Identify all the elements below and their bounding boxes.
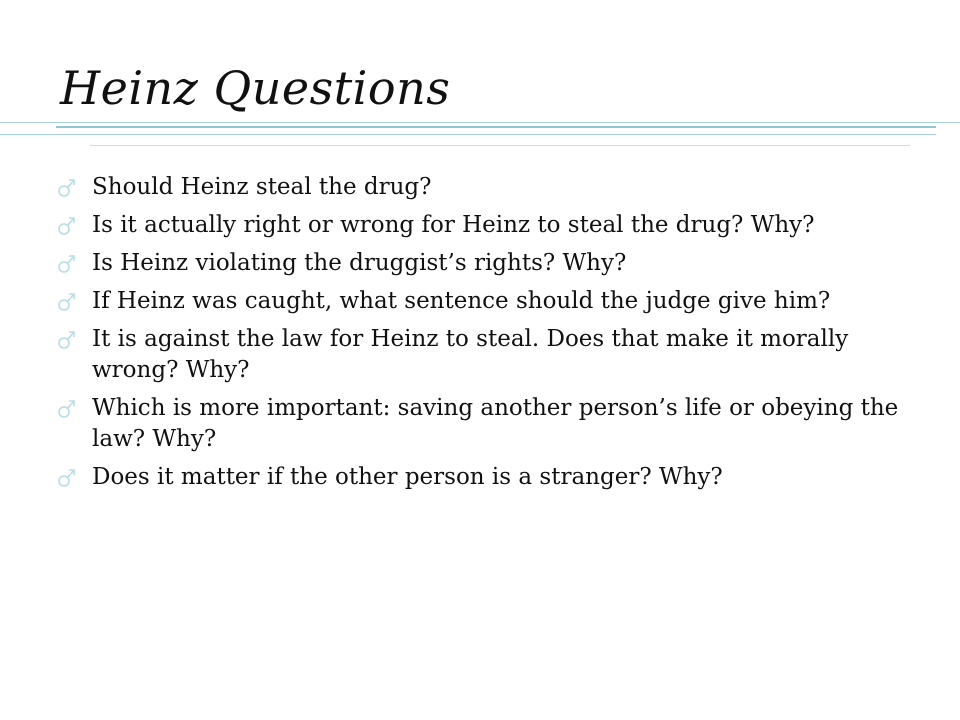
bullet-text: Is it actually right or wrong for Heinz to steal the drug? Why? <box>92 212 815 238</box>
bullet-text: Is Heinz violating the druggist’s rights? Why? <box>92 250 627 276</box>
bullet-item <box>56 172 916 203</box>
bullet-item <box>56 462 916 493</box>
title-divider-line <box>56 126 936 128</box>
male-symbol-icon <box>56 288 80 314</box>
bullet-item <box>56 324 916 386</box>
slide-title: Heinz Questions <box>60 61 451 115</box>
bullet-text: Should Heinz steal the drug? <box>92 174 432 200</box>
bullet-text: It is against the law for Heinz to steal. Does that make it morally wrong? Why? <box>92 326 849 383</box>
bullet-item <box>56 210 916 241</box>
bullet-item <box>56 248 916 279</box>
bullet-text: Does it matter if the other person is a stranger? Why? <box>92 464 723 490</box>
bullet-text: Which is more important: saving another person’s life or obeying the law? Why? <box>92 395 899 452</box>
male-symbol-icon <box>56 212 80 238</box>
male-symbol-icon <box>56 174 80 200</box>
male-symbol-icon <box>56 395 80 421</box>
title-divider-line <box>0 122 960 123</box>
bullet-text: If Heinz was caught, what sentence should the judge give him? <box>92 288 831 314</box>
bullet-list <box>56 172 916 500</box>
bullet-item <box>56 286 916 317</box>
title-divider-line <box>90 145 910 146</box>
male-symbol-icon <box>56 464 80 490</box>
male-symbol-icon <box>56 250 80 276</box>
bullet-item <box>56 393 916 455</box>
male-symbol-icon <box>56 326 80 352</box>
title-divider-line <box>0 134 936 135</box>
